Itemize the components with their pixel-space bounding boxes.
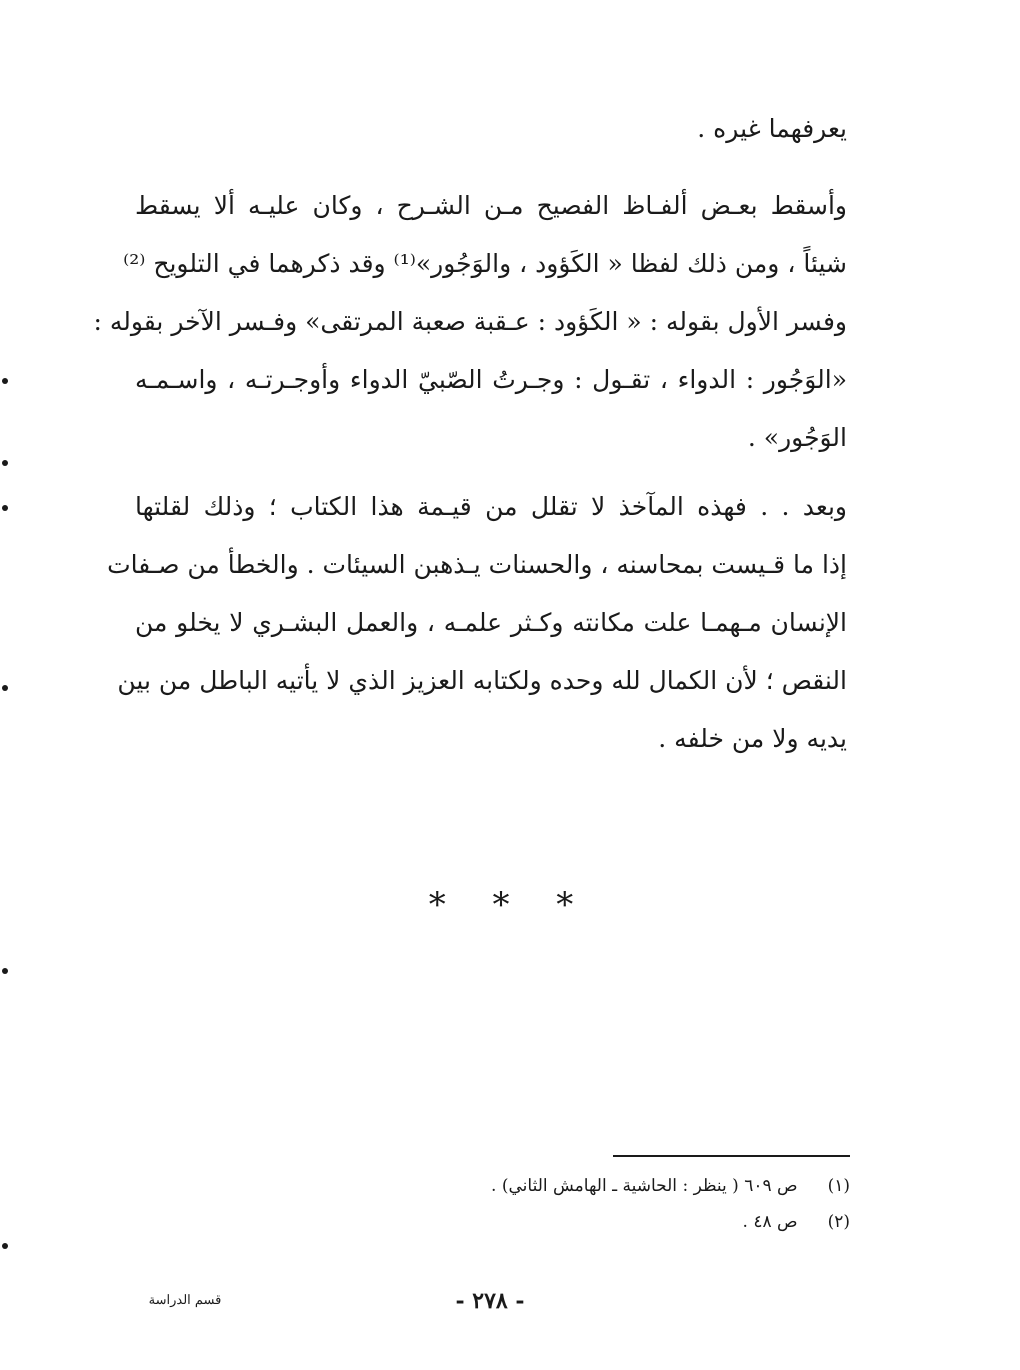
text-line: وبعد . . فهذه المآخذ لا تقلل من قيـمة هذا الكتاب ؛ وذلك لقلتها [135, 492, 847, 521]
footnote-number: (٢) [827, 1212, 850, 1232]
footnote-text: ص ٤٨ . [742, 1212, 798, 1232]
text-line: وفسر الأول بقوله : « الكَؤود : عـقبة صعبة المرتقى» وفـسر الآخر بقوله : [93, 307, 847, 336]
paragraph-2 [107, 478, 847, 768]
footnote-item [380, 1168, 850, 1204]
text-line: يعرفهما غيره . [697, 114, 847, 143]
top-line [135, 100, 847, 158]
text-line: شيئاً ، ومن ذلك لفظا « الكَؤود ، والوَجُور»⁽¹⁾ وقد ذكرهما في التلويح ⁽²⁾ [123, 249, 847, 278]
text-line: الوَجُور» . [747, 423, 847, 452]
text-line: الإنسان مـهمـا علت مكانته وكـثر علمـه ، والعمل البشـري لا يخلو من [135, 608, 847, 637]
footnote-item [380, 1204, 850, 1240]
running-head: قسم الدراسة [148, 1293, 222, 1308]
footnote-text: ص ٦٠٩ ( ينظر : الحاشية ـ الهامش الثاني) . [491, 1176, 798, 1196]
text-line: «الوَجُور : الدواء ، تقـول : وجـرتُ الصّبيّ الدواء وأوجـرتـه ، واسـمـه [135, 365, 847, 394]
margin-speck [2, 505, 8, 511]
text-line: يديه ولا من خلفه . [658, 724, 847, 753]
text-line: إذا ما قـيست بمحاسنه ، والحسنات يـذهبن السيئات . والخطأ من صـفات [107, 550, 847, 579]
section-separator: * * * [428, 885, 592, 925]
paragraph-1 [93, 177, 847, 467]
footnote-divider [613, 1155, 850, 1157]
footnotes [380, 1168, 850, 1240]
page-number: - ٢٧٨ - [455, 1288, 525, 1314]
margin-speck [2, 460, 8, 466]
footnote-number: (١) [827, 1176, 850, 1196]
text-line: وأسقط بعـض ألفـاظ الفصيح مـن الشـرح ، وكان عليـه ألا يسقط [135, 191, 847, 220]
margin-speck [2, 1243, 8, 1249]
margin-speck [2, 685, 8, 691]
text-line: النقص ؛ لأن الكمال لله وحده ولكتابه العزيز الذي لا يأتيه الباطل من بين [117, 666, 847, 695]
margin-speck [2, 968, 8, 974]
margin-speck [2, 378, 8, 384]
